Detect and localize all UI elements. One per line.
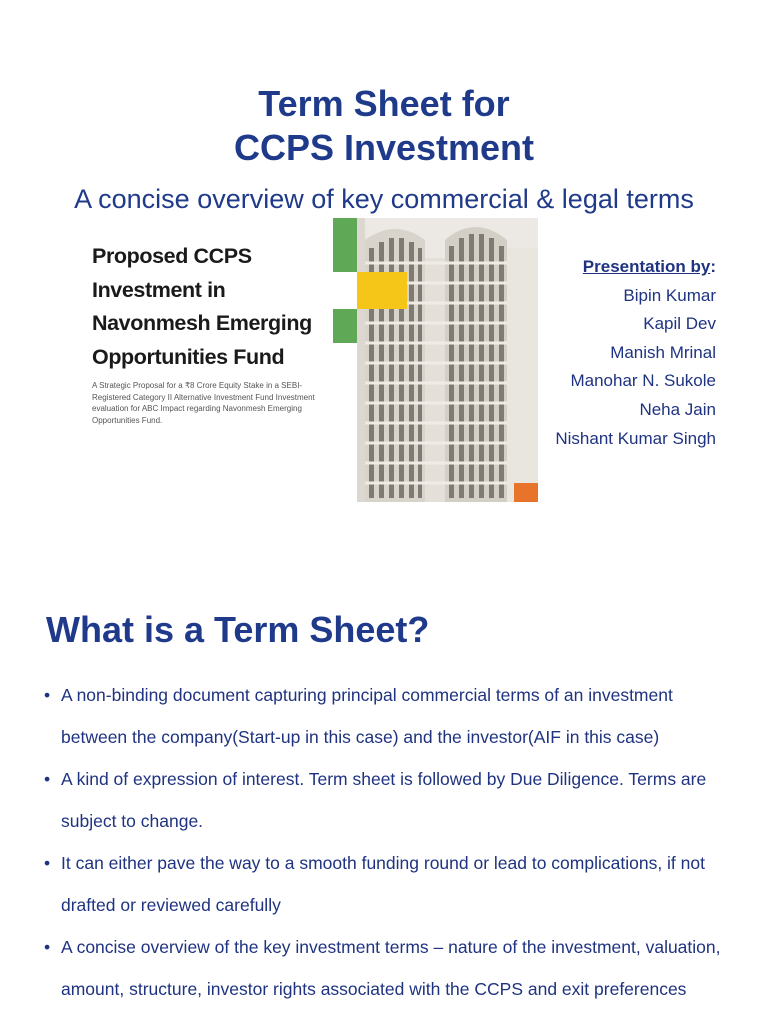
presenter-name: Kapil Dev [643, 314, 716, 334]
yellow-accent-square [357, 272, 407, 309]
slide-subtitle: A concise overview of key commercial & legal terms [74, 184, 694, 214]
green-accent-bar-bottom [333, 309, 357, 343]
bullet-item: • A kind of expression of interest. Term sheet is followed by Due Diligence. Terms are subject to change. [44, 758, 724, 842]
presenters-header [555, 253, 716, 282]
thumbnail-heading-line: Navonmesh Emerging [92, 311, 312, 335]
presenter-name: Manohar N. Sukole [570, 371, 716, 391]
presenter-name: Neha Jain [639, 399, 716, 419]
presenter-name: Bipin Kumar [623, 285, 716, 305]
presenters-header-text: Presentation by [582, 257, 711, 276]
building-image [357, 218, 538, 502]
slide-title [0, 82, 768, 170]
bullet-list [44, 674, 724, 1010]
thumbnail-heading-line: Investment in [92, 277, 226, 302]
thumbnail-text [92, 240, 332, 426]
title-line-2: CCPS Investment [233, 127, 535, 168]
green-accent-bar-top [333, 218, 357, 272]
presenter-name: Nishant Kumar Singh [555, 428, 716, 448]
presenter-name: Manish Mrinal [610, 342, 716, 362]
orange-accent-square [514, 483, 538, 502]
thumbnail-description: A Strategic Proposal for a ₹8 Crore Equity Stake in a SEBI-Registered Category II Alternative Investment Fund Investment evaluation for ABC Impact regarding Navonmesh Emerging Opportunities Fund. [92, 381, 315, 425]
thumbnail-heading-line: Opportunities Fund [92, 344, 285, 369]
bullet-item: • It can either pave the way to a smooth funding round or lead to complications, if not drafted or reviewed carefully [44, 842, 724, 926]
bullet-item: • A concise overview of the key investment terms – nature of the investment, valuation, amount, structure, investor rights associated with the CCPS and exit preferences [44, 926, 724, 1010]
presenters-list [555, 253, 716, 453]
bullet-item: • A non-binding document capturing principal commercial terms of an investment between the company(Start-up in this case) and the investor(AIF in this case) [44, 674, 724, 758]
section-heading: What is a Term Sheet? [46, 609, 430, 650]
thumbnail-heading [92, 240, 332, 374]
presenters-header-colon: : [710, 257, 716, 276]
thumbnail-heading-line: Proposed CCPS [92, 244, 252, 268]
title-line-1: Term Sheet for [258, 83, 510, 124]
